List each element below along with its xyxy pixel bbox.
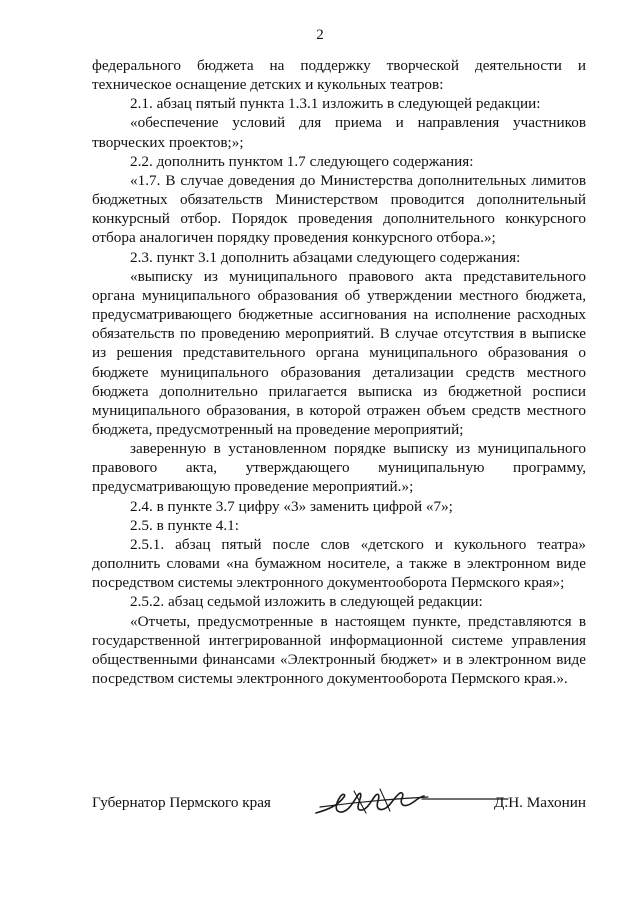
paragraph-extract-budget: «выписку из муниципального правового акта представительного органа муниципального образования об утверждении местного бюджета, предусматривающего бюджетные ассигнования на исполнение расходных обязательств по проведению мероприятий. В случае отсутствия в выписке из решения представительного органа муниципального образования о бюджете муниципального образования детализации средств местного бюджета дополнительно прилагается выписка из бюджетной росписи муниципального образования, в которой отражен объем средств местного бюджета, предусмотренный на проведение мероприятий; (92, 267, 586, 438)
paragraph-reports-text: «Отчеты, предусмотренные в настоящем пункте, представляются в государственной интегрированной информационной системе управления общественными финансами «Электронный бюджет» и в электронном виде посредством системы электронного документооборота Пермского края.». (92, 612, 586, 687)
signatory-title: Губернатор Пермского края (92, 794, 271, 811)
paragraph-2-5: 2.5. в пункте 4.1: (130, 516, 239, 534)
paragraph-1-7-text: «1.7. В случае доведения до Министерства дополнительных лимитов бюджетных обязательств Министерством проводится дополнительный конкурсный отбор. Порядок проведения дополнительного конкурсного отбора аналогичен порядку проведения конкурсного отбора.»; (92, 171, 586, 247)
paragraph-extract-program: заверенную в установленном порядке выписку из муниципального правового акта, утверждающего муниципальную программу, предусматривающую проведение мероприятий.»; (92, 440, 586, 496)
document-body (92, 56, 586, 688)
paragraph-2-5-2: 2.5.2. абзац седьмой изложить в следующей редакции: (130, 593, 483, 611)
paragraph-2-3: 2.3. пункт 3.1 дополнить абзацами следующего содержания: (130, 248, 521, 266)
signature-block (92, 789, 586, 819)
paragraph-2-2: 2.2. дополнить пунктом 1.7 следующего содержания: (130, 152, 474, 170)
handwritten-signature (310, 783, 510, 823)
paragraph-2-5-1: 2.5.1. абзац пятый после слов «детского и кукольного театра» дополнить словами «на бумажном носителе, а также в электронном виде посредством системы электронного документооборота Пермского края»; (92, 535, 586, 592)
paragraph-2-1: 2.1. абзац пятый пункта 1.3.1 изложить в следующей редакции: (130, 95, 541, 113)
page-number: 2 (316, 27, 324, 43)
paragraph-continuation: федерального бюджета на поддержку творческой деятельности и техническое оснащение детских и кукольных театров: (92, 57, 586, 94)
paragraph-2-1-text: «обеспечение условий для приема и направления участников творческих проектов;»; (92, 114, 586, 151)
paragraph-2-4: 2.4. в пункте 3.7 цифру «3» заменить цифрой «7»; (130, 497, 453, 515)
signatory-name: Д.Н. Махонин (494, 794, 586, 811)
